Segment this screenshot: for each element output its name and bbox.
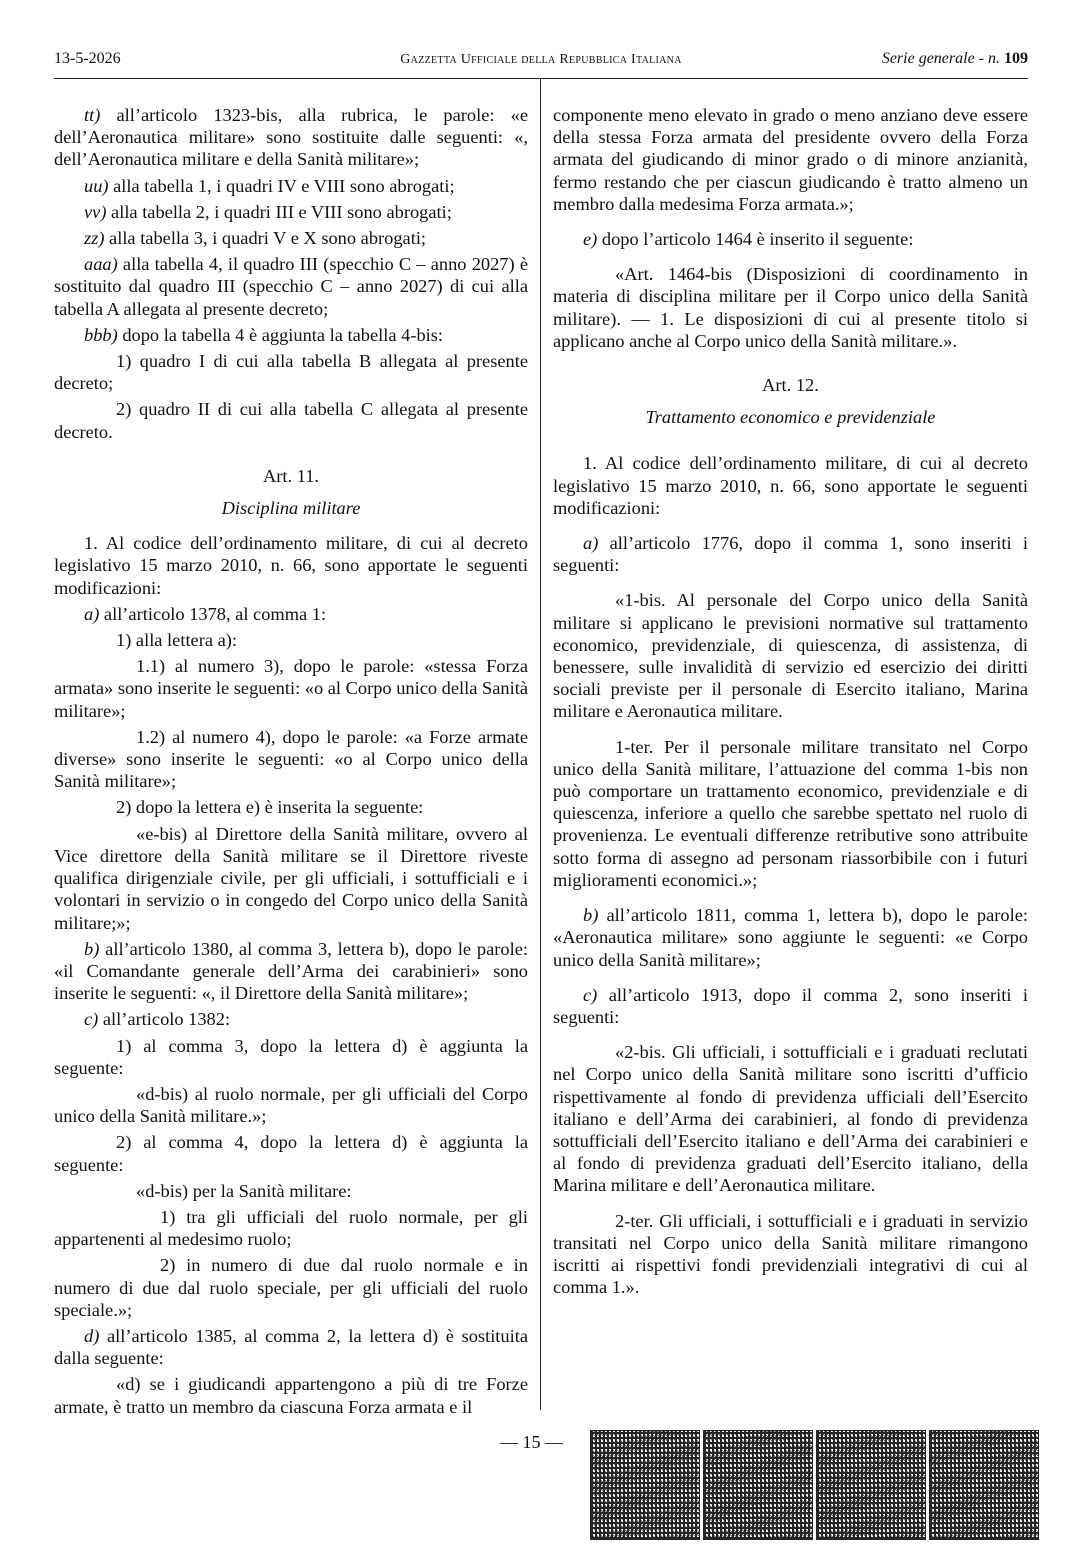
page-number: — 15 — (500, 1432, 563, 1452)
paragraph: 2-ter. Gli ufficiali, i sottufficiali e i graduati in servizio transitati nel Corpo unico della Sanità militare rimangono iscritti ai rispettivi fondi previdenziali integrativi di cui al comma 1.». (553, 1210, 1028, 1298)
datamatrix-code (929, 1430, 1039, 1540)
paragraph: d) all’articolo 1385, al comma 2, la lettera d) è sostituita dalla seguente: (54, 1325, 528, 1369)
paragraph: «e-bis) al Direttore della Sanità militare, ovvero al Vice direttore della Sanità militare se il Direttore riveste qualifica dirigenziale civile, per gli ufficiali, i sottufficiali e i volontari in servizio o in congedo del Corpo unico della Sanità militare;»; (54, 823, 528, 933)
datamatrix-code (816, 1430, 926, 1540)
paragraph: b) all’articolo 1380, al comma 3, lettera b), dopo le parole: «il Comandante generale dell’Arma dei carabinieri» sono inserite le seguenti: «, il Direttore della Sanità militare»; (54, 938, 528, 1004)
paragraph: a) all’articolo 1378, al comma 1: (84, 603, 327, 624)
paragraph: 2) al comma 4, dopo la lettera d) è aggiunta la seguente: (54, 1132, 528, 1175)
header-serie (882, 50, 1028, 68)
article-heading: Art. 12. (762, 375, 819, 396)
header-serie-label: Serie generale - n. (881, 50, 1000, 67)
paragraph: 2) dopo la lettera e) è inserita la seguente: (116, 797, 424, 818)
paragraph: e) dopo l’articolo 1464 è inserito il seguente: (583, 229, 914, 250)
paragraph: «d-bis) per la Sanità militare: (136, 1180, 352, 1201)
header-issue-number: 109 (1004, 50, 1028, 67)
paragraph: vv) alla tabella 2, i quadri III e VIII sono abrogati; (84, 201, 452, 222)
article-rubric: Disciplina militare (221, 498, 361, 519)
paragraph: 1.2) al numero 4), dopo le parole: «a Forze armate diverse» sono inserite le seguenti: «o al Corpo unico della Sanità militare»; (54, 726, 528, 792)
article-heading: Art. 11. (262, 465, 320, 486)
paragraph: a) all’articolo 1776, dopo il comma 1, sono inseriti i seguenti: (553, 533, 1028, 576)
header-title-text: Gazzetta Ufficiale della Repubblica Italiana (400, 52, 682, 67)
paragraph: «2-bis. Gli ufficiali, i sottufficiali e i graduati reclutati nel Corpo unico della Sanità militare sono iscritti d’ufficio rispettivamente al fondo di previdenza ufficiali dell’Esercito italiano e dell’Arma dei carabinieri, al fondo di previdenza sottufficiali dell’Esercito italiano e dell’Arma dei carabinieri e al fondo di previdenza graduati dell’Esercito italiano, della Marina militare e dell’Aeronautica militare. (553, 1042, 1028, 1196)
column-divider (540, 78, 541, 1410)
datamatrix-code (590, 1430, 700, 1540)
page-header (54, 50, 1028, 76)
paragraph: componente meno elevato in grado o meno anziano deve essere della stessa Forza armata del presidente ovvero della Forza armata del giudicando di minor grado o di minore anzianità, fermo restando che per ciascun giudicando è tratto almeno un membro dalla medesima Forza armata.»; (553, 105, 1028, 214)
paragraph: «Art. 1464-bis (Disposizioni di coordinamento in materia di disciplina militare per il Corpo unico della Sanità militare). — 1. Le disposizioni di cui al presente titolo si applicano anche al Corpo unico della Sanità militare.». (553, 264, 1028, 351)
paragraph: 1) quadro I di cui alla tabella B allegata al presente decreto; (54, 351, 528, 394)
paragraph: 1. Al codice dell’ordinamento militare, di cui al decreto legislativo 15 marzo 2010, n. 66, sono apportate le seguenti modificazioni: (54, 533, 528, 598)
paragraph: zz) alla tabella 3, i quadri V e X sono abrogati; (84, 228, 427, 249)
paragraph: 2) in numero di due dal ruolo normale e in numero di due dal ruolo speciale, per gli ufficiali del ruolo speciale.»; (54, 1255, 528, 1320)
article-rubric: Trattamento economico e previdenziale (645, 407, 936, 428)
paragraph: 1-ter. Per il personale militare transitato nel Corpo unico della Sanità militare, l’attuazione del comma 1-bis non può comportare un trattamento economico, previdenziale e di quiescenza, inferiore a quello che sarebbe spettato nel ruolo di provenienza. Le eventuali differenze retributive sono attribuite sotto forma di assegno ad personam riassorbibile con i futuri miglioramenti economici.»; (553, 736, 1028, 890)
header-date: 13-5-2026 (54, 50, 121, 67)
paragraph: «d) se i giudicandi appartengono a più di tre Forze armate, è tratto un membro da ciascuna Forza armata e il (54, 1374, 528, 1417)
paragraph: 1.1) al numero 3), dopo le parole: «stessa Forza armata» sono inserite le seguenti: «o al Corpo unico della Sanità militare»; (54, 656, 528, 721)
paragraph: 1) al comma 3, dopo la lettera d) è aggiunta la seguente: (54, 1035, 528, 1078)
paragraph: 1) tra gli ufficiali del ruolo normale, per gli appartenenti al medesimo ruolo; (54, 1206, 528, 1250)
paragraph: b) all’articolo 1811, comma 1, lettera b), dopo le parole: «Aeronautica militare» sono aggiunte le seguenti: «e Corpo unico della Sanità militare»; (553, 905, 1028, 970)
datamatrix-code (703, 1430, 813, 1540)
paragraph: 1. Al codice dell’ordinamento militare, di cui al decreto legislativo 15 marzo 2010, n. 66, sono apportate le seguenti modificazioni: (553, 453, 1028, 518)
header-rule (54, 78, 1028, 79)
left-column (54, 104, 528, 1418)
paragraph: c) all’articolo 1382: (84, 1009, 231, 1030)
paragraph: uu) alla tabella 1, i quadri IV e VIII sono abrogati; (84, 175, 455, 196)
paragraph: aaa) alla tabella 4, il quadro III (specchio C – anno 2027) è sostituito dal quadro III (specchio C – anno 2027) di cui alla tabella A allegata al presente decreto; (54, 254, 528, 319)
paragraph: c) all’articolo 1913, dopo il comma 2, sono inseriti i seguenti: (553, 984, 1028, 1027)
paragraph: 2) quadro II di cui alla tabella C allegata al presente decreto. (54, 399, 528, 442)
paragraph: 1) alla lettera a): (116, 630, 237, 651)
right-column (553, 104, 1028, 1298)
paragraph: «1-bis. Al personale del Corpo unico della Sanità militare si applicano le previsioni normative sul trattamento economico, previdenziale, di quiescenza, di assistenza, di benessere, sulle invalidità di servizio ed esercizio dei diritti sociali previste per il personale di Esercito italiano, Marina militare e Aeronautica militare. (553, 590, 1028, 722)
paragraph: bbb) dopo la tabella 4 è aggiunta la tabella 4-bis: (84, 324, 444, 345)
paragraph: «d-bis) al ruolo normale, per gli ufficiali del Corpo unico della Sanità militare.»; (54, 1083, 528, 1127)
paragraph: tt) all’articolo 1323-bis, alla rubrica, le parole: «e dell’Aeronautica militare» sono sostituite dalle seguenti: «, dell’Aeronautica militare e della Sanità militare»; (54, 105, 528, 170)
